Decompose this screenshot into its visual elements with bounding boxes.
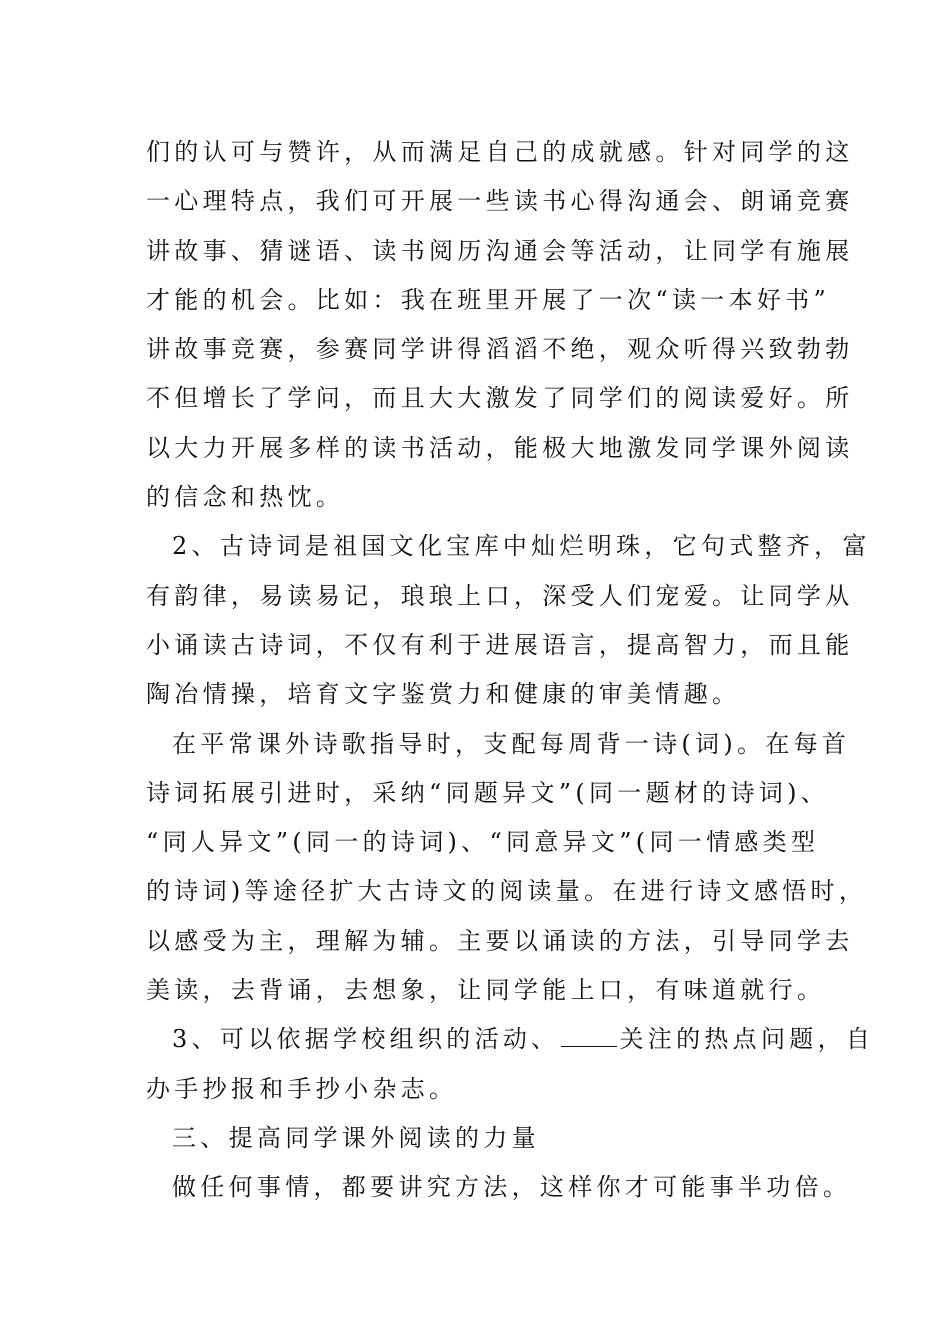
fill-in-blank (561, 1022, 617, 1047)
document-page (146, 128, 875, 1213)
text-line: 美读，去背诵，去想象，让同学能上口，有味道就行。 (146, 976, 826, 1005)
text-line: 不但增长了学问，而且大大激发了同学们的阅读爱好。所 (146, 384, 854, 413)
text-line: 小诵读古诗词，不仅有利于进展语言，提高智力，而且能 (146, 630, 854, 659)
text-line: 才能的机会。比如：我在班里开展了一次“读一本好书” (146, 285, 831, 314)
text-before-blank: 3、可以依据学校组织的活动、 (172, 1025, 560, 1054)
text-line: 有韵律，易读易记，琅琅上口，深受人们宠爱。让同学从 (146, 581, 854, 610)
text-line: 诗词拓展引进时，采纳“同题异文”(同一题材的诗词)、 (146, 778, 830, 807)
text-line: “同人异文”(同一的诗词)、“同意异文”(同一情感类型 (146, 828, 820, 857)
text-after-blank: 关注的热点问题，自 (619, 1025, 875, 1054)
text-line: 2、古诗词是祖国文化宝库中灿烂明珠，它句式整齐，富 (172, 532, 871, 561)
text-line: 一心理特点，我们可开展一些读书心得沟通会、朗诵竞赛 (146, 187, 854, 216)
text-line: 做任何事情，都要讲究方法，这样你才可能事半功倍。 (172, 1173, 852, 1202)
text-line: 讲故事竞赛，参赛同学讲得滔滔不绝，观众听得兴致勃勃 (146, 335, 854, 364)
paragraph-block-a (146, 128, 871, 1015)
text-line: 的信念和热忱。 (146, 483, 345, 512)
text-line: 陶冶情操，培育文字鉴赏力和健康的审美情趣。 (146, 680, 741, 709)
text-line: 以感受为主，理解为辅。主要以诵读的方法，引导同学去 (146, 926, 854, 955)
text-line: 们的认可与赞许，从而满足自己的成就感。针对同学的这 (146, 138, 854, 166)
text-line-with-blank (146, 1015, 875, 1064)
text-line: 三、提高同学课外阅读的力量 (172, 1123, 540, 1152)
text-line: 办手抄报和手抄小杂志。 (146, 1074, 458, 1103)
text-line: 的诗词)等途径扩大古诗文的阅读量。在进行诗文感悟时， (146, 877, 868, 906)
paragraph-block-b (146, 1065, 852, 1213)
text-line: 讲故事、猜谜语、读书阅历沟通会等活动，让同学有施展 (146, 236, 854, 265)
text-line: 在平常课外诗歌指导时，支配每周背一诗(词)。在每首 (172, 729, 851, 758)
text-line: 以大力开展多样的读书活动，能极大地激发同学课外阅读 (146, 433, 854, 462)
